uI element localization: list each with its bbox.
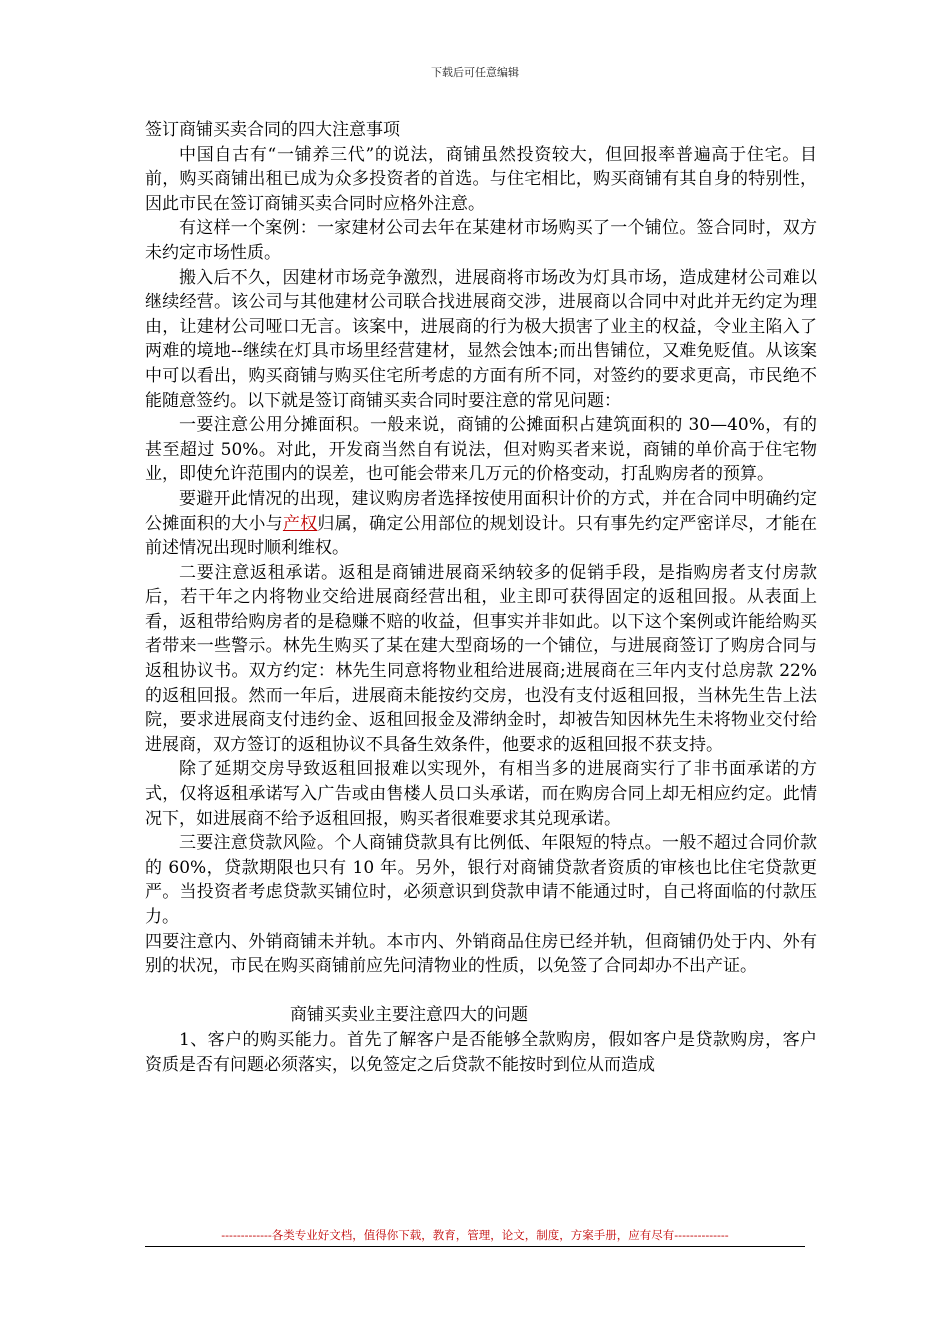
blank-line — [145, 979, 817, 1004]
paragraph-case: 有这样一个案例：一家建材公司去年在某建材市场购买了一个铺位。签合同时，双方未约定市场性质。 — [145, 218, 817, 263]
document-body — [145, 118, 817, 1077]
paragraph-point-one-advice — [145, 487, 817, 561]
paragraph-point-one: 一要注意公用分摊面积。一般来说，商铺的公摊面积占建筑面积的 30—40%，有的甚至超过 50%。对此，开发商当然自有说法，但对购买者来说，商铺的单价高于住宅物业，即使允许范围内的误差，也可能会带来几万元的价格变动，打乱购房者的预算。 — [145, 415, 817, 485]
section-subtitle: 商铺买卖业主要注意四大的问题 — [290, 1005, 528, 1026]
paragraph-point-three: 三要注意贷款风险。个人商铺贷款具有比例低、年限短的特点。一般不超过合同价款的 60%，贷款期限也只有 10 年。另外，银行对商铺贷款者资质的审核也比住宅贷款更严。当投资者考虑贷款买铺位时，必须意识到贷款申请不能通过时，自己将面临的付款压力。 — [145, 833, 817, 927]
paragraph-point-two: 二要注意返租承诺。返租是商铺进展商采纳较多的促销手段，是指购房者支付房款后，若干年之内将物业交给进展商经营出租，业主即可获得固定的返租回报。从表面上看，返租带给购房者的是稳赚不赔的收益，但事实并非如此。以下这个案例或许能给购买者带来一些警示。林先生购买了某在建大型商场的一个铺位，与进展商签订了购房合同与返租协议书。双方约定：林先生同意将物业租给进展商;进展商在三年内支付总房款 22%的返租回报。然而一年后，进展商未能按约交房，也没有支付返租回报，当林先生告上法院，要求进展商支付违约金、返租回报金及滞纳金时，却被告知因林先生未将物业交付给进展商，双方签订的返租协议不具备生效条件，他要求的返租回报不获支持。 — [145, 562, 817, 755]
paragraph-point-four: 四要注意内、外销商铺未并轨。本市内、外销商品住房已经并轨，但商铺仍处于内、外有别的状况，市民在购买商铺前应先问清物业的性质，以免签了合同却办不出产证。 — [145, 931, 817, 977]
advice-text-start: 要避开此情况的出现，建议购房者选择按使用面积计价的方式，并在合同中明确约定公摊面积的大小与 — [145, 488, 817, 534]
document-title: 签订商铺买卖合同的四大注意事项 — [145, 120, 400, 140]
advice-text-end: 归属，确定公用部位的规划设计。只有事先约定严密详尽，才能在前述情况出现时顺利维权。 — [145, 513, 818, 559]
footer-divider — [145, 1246, 805, 1247]
property-rights-link[interactable]: 产权 — [282, 513, 318, 534]
paragraph-case-detail: 搬入后不久，因建材市场竞争激烈，进展商将市场改为灯具市场，造成建材公司难以继续经营。该公司与其他建材公司联合找进展商交涉，进展商以合同中对此并无约定为理由，让建材公司哑口无言。该案中，进展商的行为极大损害了业主的权益，令业主陷入了两难的境地--继续在灯具市场里经营建材，显然会蚀本;而出售铺位，又难免贬值。从该案中可以看出，购买商铺与购买住宅所考虑的方面有所不同，对签约的要求更高，市民绝不能随意签约。以下就是签订商铺买卖合同时要注意的常见问题： — [145, 267, 817, 411]
page-header: 下载后可任意编辑 — [431, 66, 519, 79]
paragraph-point-two-detail: 除了延期交房导致返租回报难以实现外，有相当多的进展商实行了非书面承诺的方式，仅将返租承诺写入广告或由售楼人员口头承诺，而在购房合同上却无相应约定。此情况下，如进展商不给予返租回报，购买者很难要求其兑现承诺。 — [145, 759, 817, 829]
paragraph-intro: 中国自古有“一铺养三代”的说法，商铺虽然投资较大，但回报率普遍高于住宅。目前，购买商铺出租已成为众多投资者的首选。与住宅相比，购买商铺有其自身的特别性，因此市民在签订商铺买卖合同时应格外注意。 — [145, 144, 817, 214]
page-footer-banner: -------------各类专业好文档，值得你下载，教育，管理，论文，制度，方案手册，应有尽有-------------- — [221, 1228, 729, 1242]
paragraph-buyer-ability: 1、客户的购买能力。首先了解客户是否能够全款购房，假如客户是贷款购房，客户资质是否有问题必须落实，以免签定之后贷款不能按时到位从而造成 — [145, 1029, 817, 1075]
